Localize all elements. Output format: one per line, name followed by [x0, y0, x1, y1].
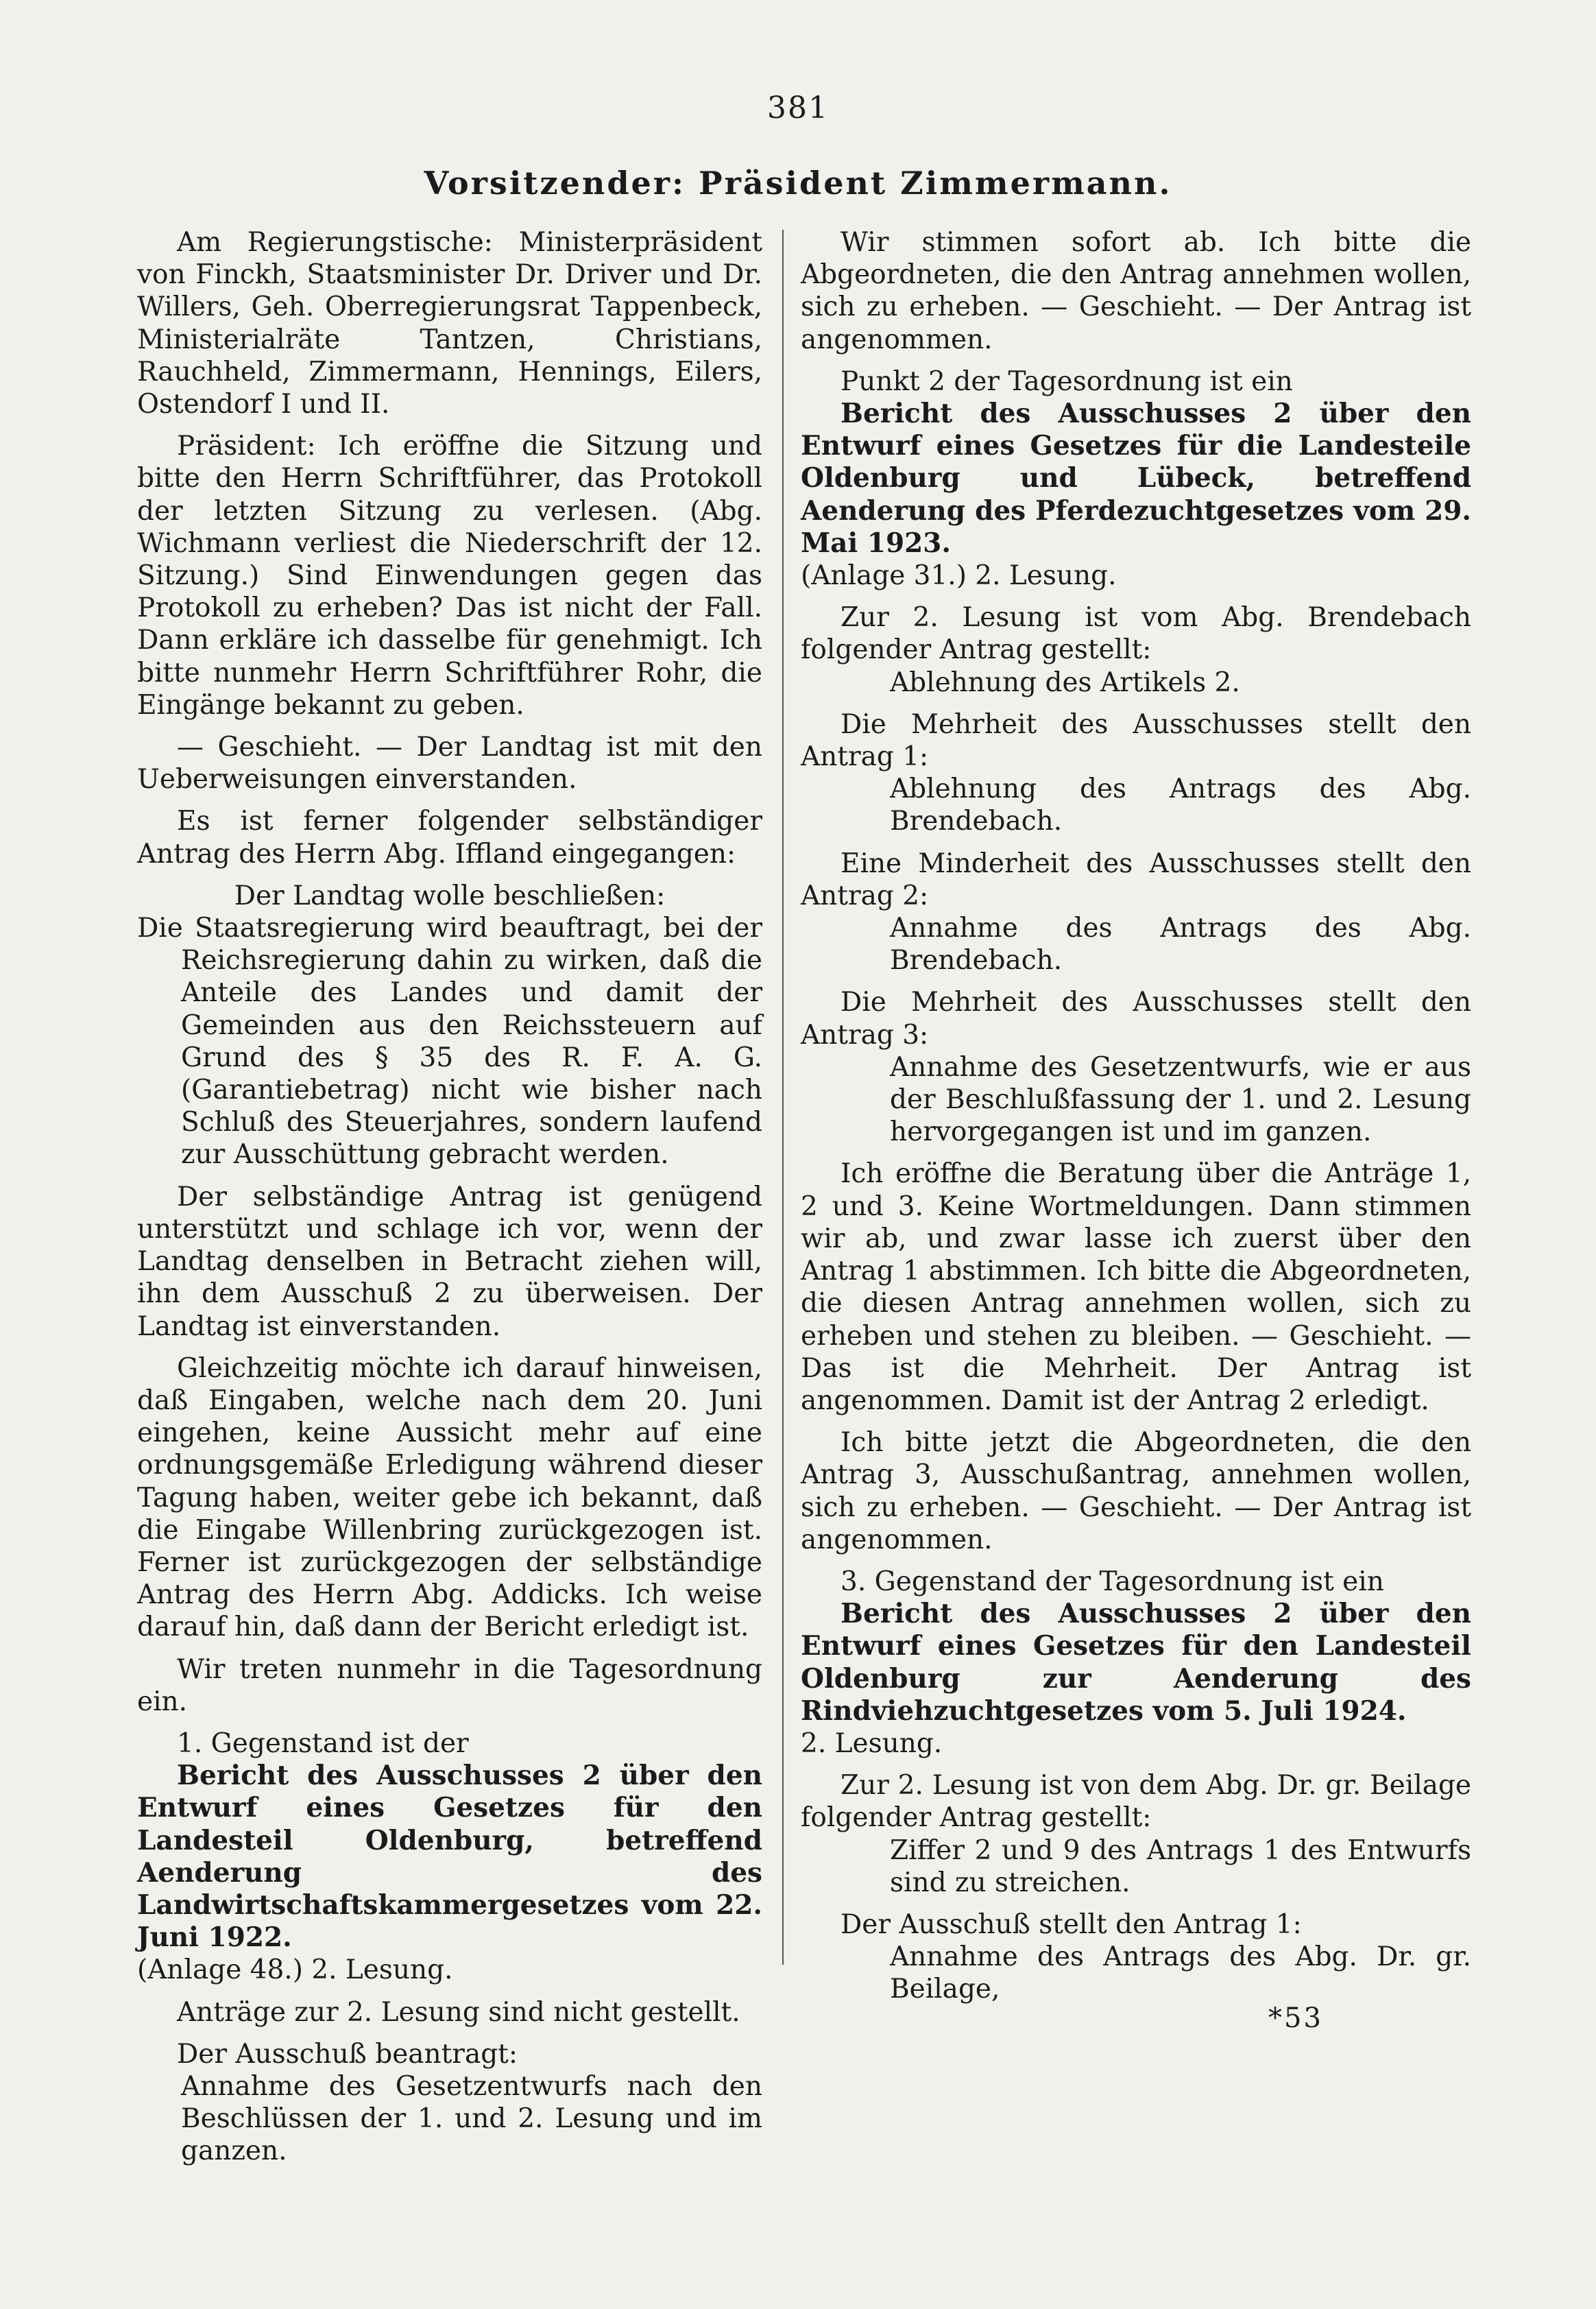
government-bench: Am Regierungstische: Ministerpräsident von Finckh, Staatsminister Dr. Driver und Dr. Willers, Geh. Oberregierungsrat Tappenbeck, Ministerialräte Tantzen, Christians, Rauchheld, Zimmermann, Hennings, Eilers, Ostendorf I und II.	[137, 227, 762, 420]
report-title: Bericht des Ausschusses 2 über den Entwurf eines Gesetzes für den Landesteil Oldenburg zur Aenderung des Rindviehzuchtgesetzes vom 5. Juli 1924.	[801, 1598, 1471, 1727]
right-column	[801, 226, 1471, 2015]
report-appendix: (Anlage 48.) 2. Lesung.	[137, 1954, 453, 1986]
motion-text: Annahme des Antrags des Abg. Dr. gr. Beilage,	[890, 1941, 1471, 2005]
motion-text: Ziffer 2 und 9 des Antrags 1 des Entwurfs sind zu streichen.	[890, 1834, 1471, 1898]
paragraph: Ich eröffne die Beratung über die Anträge 1, 2 und 3. Keine Wortmeldungen. Dann stimmen wir ab, und zwar lasse ich zuerst über den Antrag 1 abstimmen. Ich bitte die Abgeordneten, die diesen Antrag annehmen wollen, sich zu erheben und stehen zu bleiben. — Geschieht. — Das ist die Mehrheit. Der Antrag ist angenommen. Damit ist der Antrag 2 erledigt.	[801, 1158, 1471, 1416]
paragraph: Wir stimmen sofort ab. Ich bitte die Abgeordneten, die den Antrag annehmen wollen, sich zu erheben. — Geschieht. — Der Antrag ist angenommen.	[801, 227, 1471, 355]
paragraph: Wir treten nunmehr in die Tagesordnung ein.	[137, 1653, 762, 1717]
paragraph: Zur 2. Lesung ist vom Abg. Brendebach folgender Antrag gestellt:	[801, 602, 1471, 666]
paragraph: Es ist ferner folgender selbständiger Antrag des Herrn Abg. Iffland eingegangen:	[137, 806, 762, 870]
page-header: Vorsitzender: Präsident Zimmermann.	[424, 165, 1172, 202]
report-reading: 2. Lesung.	[801, 1727, 943, 1759]
sheet-signature: *53	[1268, 2002, 1323, 2034]
paragraph: Eine Minderheit des Ausschusses stellt den Antrag 2:	[801, 848, 1471, 911]
report-title: Bericht des Ausschusses 2 über den Entwurf eines Gesetzes für den Landesteil Oldenburg, betreffend Aenderung des Landwirtschaftskammergesetzes vom 22. Juni 1922.	[137, 1760, 762, 1954]
paragraph: Gleichzeitig möchte ich darauf hinweisen, daß Eingaben, welche nach dem 20. Juni eingehen, keine Aussicht mehr auf eine ordnungsgemäße Erledigung während dieser Tagung haben, weiter gebe ich bekannt, daß die Eingabe Willenbring zurückgezogen ist. Ferner ist zurückgezogen der selbständige Antrag des Herrn Abg. Addicks. Ich weise darauf hin, daß dann der Bericht erledigt ist.	[137, 1352, 762, 1643]
paragraph: Zur 2. Lesung ist von dem Abg. Dr. gr. Beilage folgender Antrag gestellt:	[801, 1770, 1471, 1834]
column-divider	[782, 230, 784, 1965]
paragraph: Der Ausschuß stellt den Antrag 1:	[841, 1909, 1302, 1940]
committee-motion: Annahme des Gesetzentwurfs nach den Beschlüssen der 1. und 2. Lesung und im ganzen.	[181, 2070, 762, 2167]
agenda-item-2-intro: Punkt 2 der Tagesordnung ist ein	[841, 366, 1293, 397]
report-appendix: (Anlage 31.) 2. Lesung.	[801, 560, 1117, 592]
motion-intro: Der Landtag wolle beschließen:	[234, 880, 666, 911]
president-opening: Präsident: Ich eröffne die Sitzung und bitte den Herrn Schriftführer, das Protokoll der letzten Sitzung zu verlesen. (Abg. Wichmann verliest die Niederschrift der 12. Sitzung.) Sind Einwendungen gegen das Protokoll zu erheben? Das ist nicht der Fall. Dann erkläre ich dasselbe für genehmigt. Ich bitte nunmehr Herrn Schriftführer Rohr, die Eingänge bekannt zu geben.	[137, 431, 762, 721]
left-column	[137, 226, 762, 2177]
paragraph: Die Mehrheit des Ausschusses stellt den Antrag 1:	[801, 708, 1471, 773]
motion-text: Ablehnung des Artikels 2.	[890, 667, 1240, 698]
motion-text: Annahme des Gesetzentwurfs, wie er aus der Beschlußfassung der 1. und 2. Lesung hervorgegangen ist und im ganzen.	[890, 1051, 1471, 1148]
agenda-item-3-intro: 3. Gegenstand der Tagesordnung ist ein	[841, 1566, 1384, 1597]
paragraph: Die Mehrheit des Ausschusses stellt den Antrag 3:	[801, 987, 1471, 1051]
page-number: 381	[767, 91, 829, 125]
report-title: Bericht des Ausschusses 2 über den Entwurf eines Gesetzes für die Landesteile Oldenburg und Lübeck, betreffend Aenderung des Pferdezuchtgesetzes vom 29. Mai 1923.	[801, 398, 1471, 559]
agenda-item-1-intro: 1. Gegenstand ist der	[177, 1727, 469, 1759]
motion-text: Die Staatsregierung wird beauftragt, bei der Reichsregierung dahin zu wirken, daß die Anteile des Landes und damit der Gemeinden aus den Reichssteuern auf Grund des § 35 des R. F. A. G. (Garantiebetrag) nicht wie bisher nach Schluß des Steuerjahres, sondern laufend zur Ausschüttung gebracht werden.	[137, 913, 762, 1171]
motion-text: Annahme des Antrags des Abg. Brendebach.	[890, 913, 1471, 977]
paragraph: Der selbständige Antrag ist genügend unterstützt und schlage ich vor, wenn der Landtag denselben in Betracht ziehen will, ihn dem Ausschuß 2 zu überweisen. Der Landtag ist einverstanden.	[137, 1181, 762, 1342]
paragraph: Der Ausschuß beantragt:	[177, 2038, 518, 2070]
paragraph: Ich bitte jetzt die Abgeordneten, die den Antrag 3, Ausschußantrag, annehmen wollen, sich zu erheben. — Geschieht. — Der Antrag ist angenommen.	[801, 1427, 1471, 1555]
paragraph: Anträge zur 2. Lesung sind nicht gestellt.	[177, 1996, 740, 2028]
paragraph: — Geschieht. — Der Landtag ist mit den Ueberweisungen einverstanden.	[137, 732, 762, 795]
motion-text: Ablehnung des Antrags des Abg. Brendebach.	[890, 774, 1471, 837]
